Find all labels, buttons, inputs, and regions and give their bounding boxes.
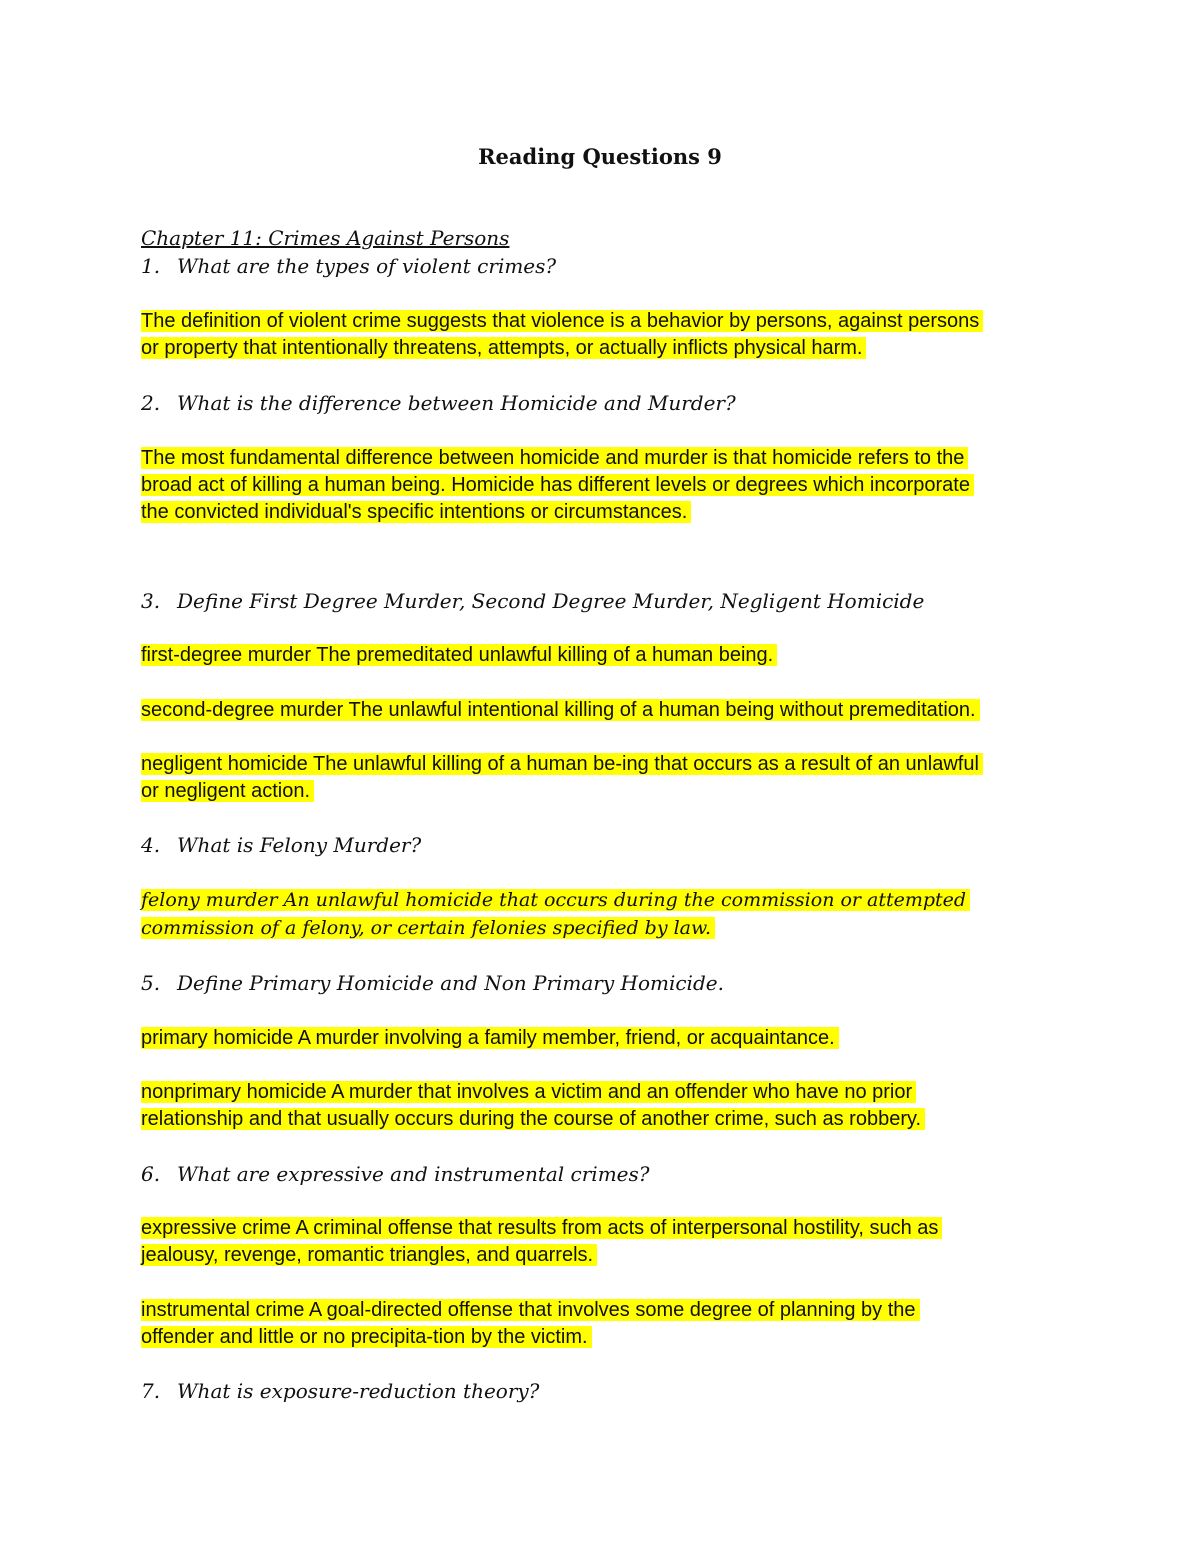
- answer-line: the convicted individual's specific intentions or circumstances.: [141, 501, 691, 523]
- question-text: What are the types of violent crimes?: [177, 254, 557, 278]
- answer-line: expressive crime A criminal offense that results from acts of interpersonal hostility, such as: [141, 1217, 942, 1239]
- question-4: [141, 833, 421, 857]
- answer-2: [141, 445, 1071, 526]
- answer-line: offender and little or no precipita-tion by the victim.: [141, 1326, 592, 1348]
- answer-1: [141, 308, 1071, 362]
- answer-5-nonprimary: [141, 1079, 1071, 1133]
- answer-3-second-degree: [141, 697, 1071, 724]
- answer-line: The definition of violent crime suggests that violence is a behavior by persons, against persons: [141, 310, 983, 332]
- answer-line: The most fundamental difference between homicide and murder is that homicide refers to the: [141, 447, 968, 469]
- question-number: 5.: [141, 971, 161, 995]
- question-3: [141, 589, 924, 613]
- answer-4: [141, 886, 1071, 942]
- answer-line: commission of a felony, or certain felonies specified by law.: [141, 917, 715, 939]
- question-number: 7.: [141, 1379, 161, 1403]
- question-text: What is Felony Murder?: [177, 833, 422, 857]
- question-2: [141, 391, 736, 415]
- question-text: Define First Degree Murder, Second Degree Murder, Negligent Homicide: [177, 589, 925, 613]
- question-number: 3.: [141, 589, 161, 613]
- answer-6-expressive: [141, 1215, 1071, 1269]
- answer-line: or negligent action.: [141, 780, 314, 802]
- answer-3-first-degree: [141, 642, 1071, 669]
- question-text: What are expressive and instrumental crimes?: [177, 1162, 650, 1186]
- answer-line: broad act of killing a human being. Homicide has different levels or degrees which incorporate: [141, 474, 974, 496]
- answer-line: negligent homicide The unlawful killing of a human be-ing that occurs as a result of an unlawful: [141, 753, 983, 775]
- question-number: 2.: [141, 391, 161, 415]
- page-title: Reading Questions 9: [478, 144, 722, 169]
- answer-line: jealousy, revenge, romantic triangles, and quarrels.: [141, 1244, 597, 1266]
- answer-6-instrumental: [141, 1297, 1071, 1351]
- question-number: 1.: [141, 254, 161, 278]
- question-text: What is exposure-reduction theory?: [177, 1379, 540, 1403]
- answer-line: first-degree murder The premeditated unlawful killing of a human being.: [141, 644, 777, 666]
- question-5: [141, 971, 724, 995]
- answer-line: or property that intentionally threatens, attempts, or actually inflicts physical harm.: [141, 337, 866, 359]
- answer-line: felony murder An unlawful homicide that occurs during the commission or attempted: [141, 889, 970, 911]
- question-number: 6.: [141, 1162, 161, 1186]
- question-6: [141, 1162, 650, 1186]
- question-text: What is the difference between Homicide and Murder?: [177, 391, 736, 415]
- answer-line: relationship and that usually occurs during the course of another crime, such as robbery.: [141, 1108, 925, 1130]
- question-1: [141, 254, 556, 278]
- question-7: [141, 1379, 539, 1403]
- question-text: Define Primary Homicide and Non Primary Homicide.: [177, 971, 724, 995]
- answer-line: nonprimary homicide A murder that involves a victim and an offender who have no prior: [141, 1081, 916, 1103]
- question-number: 4.: [141, 833, 161, 857]
- answer-line: primary homicide A murder involving a family member, friend, or acquaintance.: [141, 1027, 839, 1049]
- answer-5-primary: [141, 1025, 1071, 1052]
- answer-line: instrumental crime A goal-directed offense that involves some degree of planning by the: [141, 1299, 920, 1321]
- answer-line: second-degree murder The unlawful intentional killing of a human being without premeditation.: [141, 699, 980, 721]
- chapter-heading: Chapter 11: Crimes Against Persons: [141, 226, 510, 250]
- answer-3-negligent: [141, 751, 1071, 805]
